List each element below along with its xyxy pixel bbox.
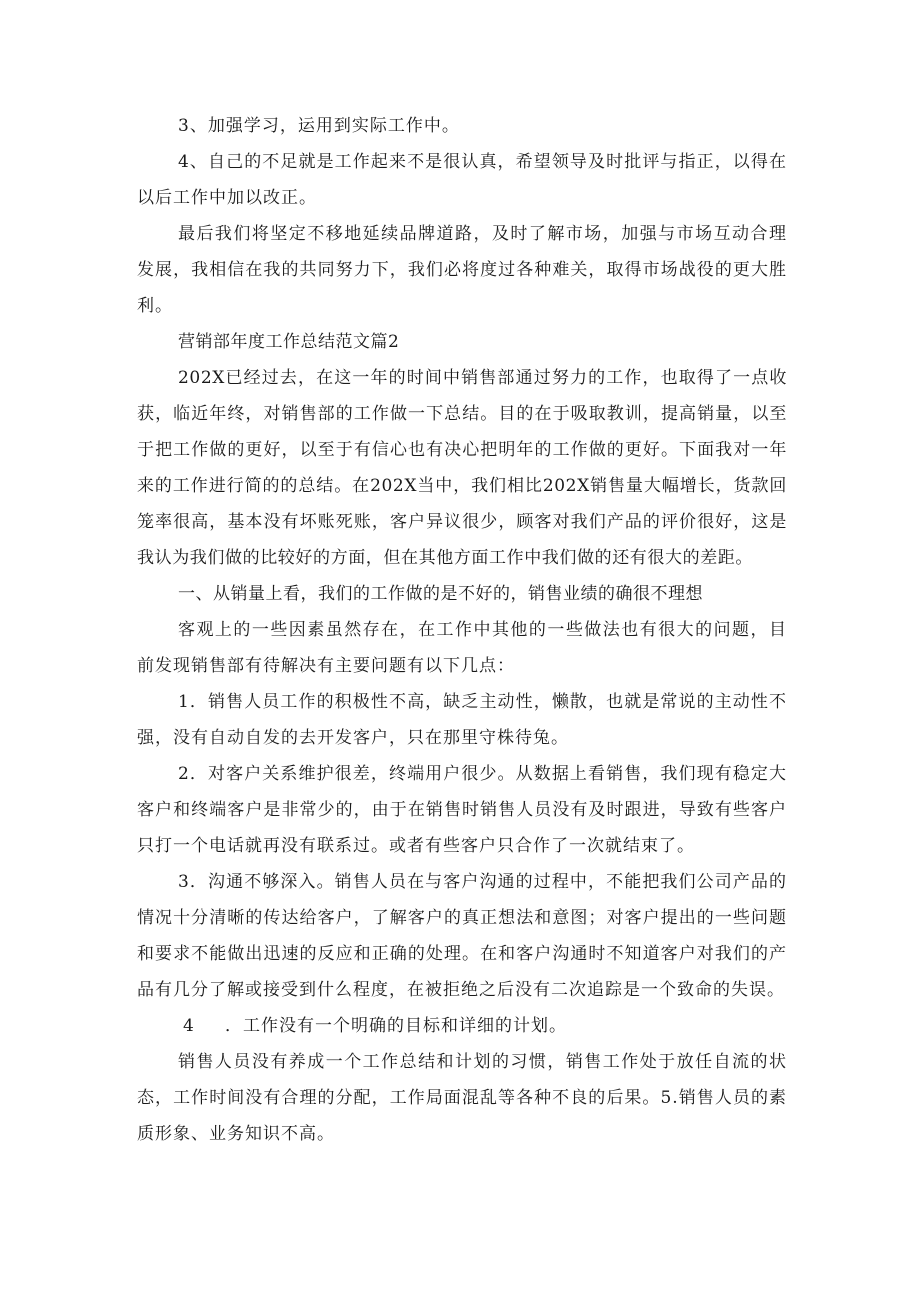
subheading-sales: 一、从销量上看，我们的工作做的是不好的，销售业绩的确很不理想 — [178, 584, 703, 604]
paragraph-closing: 最后我们将坚定不移地延续品牌道路，及时了解市场，加强与市场互动合理发展，我相信在我的共同努力下，我们必将度过各种难关，取得市场战役的更大胜利。 — [137, 224, 787, 316]
list-item-4 — [137, 1008, 787, 1044]
section-title: 营销部年度工作总结范文篇2 — [178, 332, 400, 352]
list-item-1: 1．销售人员工作的积极性不高，缺乏主动性，懒散，也就是常说的主动性不强，没有自动自发的去开发客户，只在那里守株待兔。 — [137, 692, 787, 748]
paragraph-problems: 客观上的一些因素虽然存在，在工作中其他的一些做法也有很大的问题，目前发现销售部有待解决有主要问题有以下几点： — [137, 620, 787, 676]
list-item-4-text: ．工作没有一个明确的目标和详细的计划。 — [225, 1016, 567, 1036]
list-item-2: 2．对客户关系维护很差，终端用户很少。从数据上看销售，我们现有稳定大客户和终端客户是非常少的，由于在销售时销售人员没有及时跟进，导致有些客户只打一个电话就再没有联系过。或者有些客户只合作了一次就结束了。 — [137, 764, 787, 856]
paragraph-last: 销售人员没有养成一个工作总结和计划的习惯，销售工作处于放任自流的状态，工作时间没有合理的分配，工作局面混乱等各种不良的后果。5.销售人员的素质形象、业务知识不高。 — [137, 1052, 787, 1144]
list-item-4-number: 4 — [183, 1016, 195, 1036]
paragraph-intro: 202X已经过去，在这一年的时间中销售部通过努力的工作，也取得了一点收获，临近年终，对销售部的工作做一下总结。目的在于吸取教训，提高销量，以至于把工作做的更好，以至于有信心也有决心把明年的工作做的更好。下面我对一年来的工作进行简的的总结。在202X当中，我们相比202X销售量大幅增长，货款回笼率很高，基本没有坏账死账，客户异议很少，顾客对我们产品的评价很好，这是我认为我们做的比较好的方面，但在其他方面工作中我们做的还有很大的差距。 — [137, 368, 787, 568]
paragraph-item-4: 4、自己的不足就是工作起来不是很认真，希望领导及时批评与指正，以得在以后工作中加以改正。 — [137, 152, 787, 208]
list-item-3: 3．沟通不够深入。销售人员在与客户沟通的过程中，不能把我们公司产品的情况十分清晰的传达给客户，了解客户的真正想法和意图；对客户提出的一些问题和要求不能做出迅速的反应和正确的处理。在和客户沟通时不知道客户对我们的产品有几分了解或接受到什么程度，在被拒绝之后没有二次追踪是一个致命的失误。 — [137, 872, 787, 1000]
document-page — [137, 108, 787, 1152]
paragraph-item-3: 3、加强学习，运用到实际工作中。 — [178, 116, 460, 136]
